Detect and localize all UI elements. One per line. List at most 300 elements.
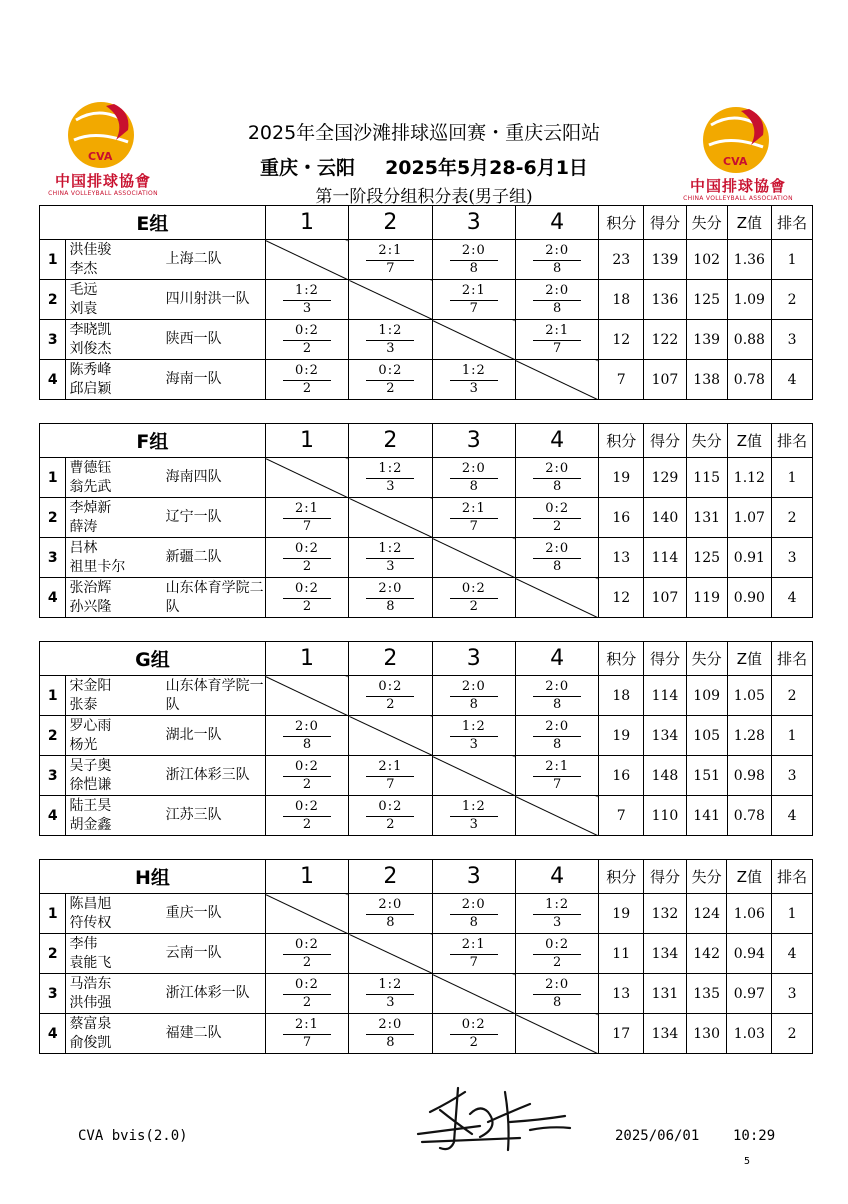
row-index: 3 bbox=[40, 538, 66, 578]
self-match-cell bbox=[265, 894, 348, 934]
self-match-cell bbox=[432, 756, 515, 796]
match-points: 3 bbox=[386, 994, 395, 1010]
match-result: 0:2 bbox=[283, 759, 331, 777]
table-row bbox=[40, 796, 813, 836]
player-2: 薛涛 bbox=[69, 518, 98, 535]
match-score-cell bbox=[349, 360, 432, 400]
player-names bbox=[66, 894, 166, 934]
match-score-cell bbox=[432, 458, 515, 498]
row-index: 1 bbox=[40, 240, 66, 280]
stat-points: 23 bbox=[599, 240, 644, 280]
stat-z: 1.09 bbox=[727, 280, 772, 320]
stat-scored: 107 bbox=[644, 578, 687, 618]
stat-lost: 139 bbox=[686, 320, 727, 360]
stat-lost: 130 bbox=[686, 1014, 727, 1054]
match-result: 2:0 bbox=[366, 1017, 414, 1035]
self-match-cell bbox=[349, 716, 432, 756]
table-row bbox=[40, 280, 813, 320]
row-index: 3 bbox=[40, 974, 66, 1014]
match-points: 2 bbox=[386, 696, 395, 712]
match-score-cell bbox=[265, 1014, 348, 1054]
stat-points: 18 bbox=[599, 280, 644, 320]
match-score-cell bbox=[265, 538, 348, 578]
match-result: 2:0 bbox=[283, 719, 331, 737]
stat-rank: 1 bbox=[772, 458, 813, 498]
player-2: 刘俊杰 bbox=[69, 340, 112, 357]
opponent-column-header: 1 bbox=[265, 424, 348, 458]
match-result: 1:2 bbox=[283, 283, 331, 301]
stat-points: 7 bbox=[599, 360, 644, 400]
player-names bbox=[66, 458, 166, 498]
match-result: 2:0 bbox=[366, 581, 414, 599]
table-header-row bbox=[40, 424, 813, 458]
self-match-cell bbox=[432, 320, 515, 360]
table-row bbox=[40, 934, 813, 974]
table-row bbox=[40, 756, 813, 796]
opponent-column-header: 1 bbox=[265, 642, 348, 676]
group-table bbox=[39, 641, 813, 836]
stat-points: 11 bbox=[599, 934, 644, 974]
row-index: 2 bbox=[40, 280, 66, 320]
match-result: 2:0 bbox=[533, 679, 581, 697]
stat-column-header: 积分 bbox=[599, 860, 644, 894]
match-score-cell bbox=[265, 360, 348, 400]
match-result: 0:2 bbox=[283, 323, 331, 341]
match-score-cell bbox=[349, 538, 432, 578]
stat-z: 1.03 bbox=[727, 1014, 772, 1054]
match-result: 2:0 bbox=[533, 243, 581, 261]
stat-rank: 2 bbox=[772, 498, 813, 538]
match-score-cell bbox=[515, 538, 598, 578]
player-names bbox=[66, 934, 166, 974]
player-1: 李伟 bbox=[69, 935, 98, 952]
table-row bbox=[40, 974, 813, 1014]
match-score-cell bbox=[515, 320, 598, 360]
stat-column-header: 得分 bbox=[644, 642, 687, 676]
self-match-cell bbox=[432, 538, 515, 578]
player-2: 刘袁 bbox=[69, 300, 98, 317]
team-name: 福建二队 bbox=[166, 1014, 266, 1054]
opponent-column-header: 4 bbox=[515, 424, 598, 458]
stat-lost: 151 bbox=[686, 756, 727, 796]
team-name: 湖北一队 bbox=[166, 716, 266, 756]
match-points: 2 bbox=[302, 954, 312, 970]
match-points: 8 bbox=[553, 300, 562, 316]
match-score-cell bbox=[515, 974, 598, 1014]
match-points: 2 bbox=[469, 598, 478, 614]
stat-rank: 1 bbox=[772, 716, 813, 756]
match-result: 0:2 bbox=[283, 581, 331, 599]
team-name: 浙江体彩一队 bbox=[166, 974, 266, 1014]
match-points: 8 bbox=[553, 696, 562, 712]
player-1: 陈秀峰 bbox=[69, 361, 112, 378]
match-score-cell bbox=[432, 240, 515, 280]
match-score-cell bbox=[432, 716, 515, 756]
row-index: 4 bbox=[40, 1014, 66, 1054]
opponent-column-header: 3 bbox=[432, 860, 515, 894]
player-names bbox=[66, 240, 166, 280]
svg-text:CVA: CVA bbox=[88, 150, 113, 163]
match-score-cell bbox=[432, 578, 515, 618]
match-score-cell bbox=[432, 796, 515, 836]
table-header-row bbox=[40, 206, 813, 240]
match-result: 0:2 bbox=[450, 1017, 498, 1035]
stat-scored: 136 bbox=[644, 280, 687, 320]
match-points: 2 bbox=[302, 776, 312, 792]
stat-points: 12 bbox=[599, 320, 644, 360]
match-score-cell bbox=[265, 498, 348, 538]
stat-rank: 2 bbox=[772, 280, 813, 320]
match-result: 1:2 bbox=[450, 363, 498, 381]
match-result: 1:2 bbox=[366, 461, 414, 479]
svg-text:CVA: CVA bbox=[723, 155, 748, 168]
opponent-column-header: 1 bbox=[265, 206, 348, 240]
stat-lost: 124 bbox=[686, 894, 727, 934]
match-points: 2 bbox=[553, 518, 562, 534]
stat-z: 0.97 bbox=[727, 974, 772, 1014]
stat-points: 18 bbox=[599, 676, 644, 716]
team-name: 四川射洪一队 bbox=[166, 280, 266, 320]
player-names bbox=[66, 498, 166, 538]
match-points: 8 bbox=[469, 260, 478, 276]
player-1: 蔡富泉 bbox=[69, 1015, 112, 1032]
self-match-cell bbox=[265, 458, 348, 498]
stat-points: 19 bbox=[599, 458, 644, 498]
page-title: 2025年全国沙滩排球巡回赛・重庆云阳站 bbox=[247, 122, 601, 144]
stat-z: 0.94 bbox=[727, 934, 772, 974]
match-points: 7 bbox=[386, 260, 395, 276]
stat-column-header: 排名 bbox=[772, 206, 813, 240]
self-match-cell bbox=[515, 796, 598, 836]
match-result: 2:0 bbox=[533, 719, 581, 737]
team-name: 海南四队 bbox=[166, 458, 266, 498]
match-points: 2 bbox=[302, 994, 312, 1010]
self-match-cell bbox=[515, 360, 598, 400]
match-result: 2:0 bbox=[450, 461, 498, 479]
page-number: 5 bbox=[744, 1156, 751, 1167]
stat-column-header: 得分 bbox=[644, 424, 687, 458]
match-points: 7 bbox=[469, 954, 478, 970]
match-result: 2:0 bbox=[450, 679, 498, 697]
footer-version: CVA bvis(2.0) bbox=[78, 1128, 188, 1144]
match-score-cell bbox=[432, 676, 515, 716]
match-score-cell bbox=[432, 934, 515, 974]
page-subtitle: 第一阶段分组积分表(男子组) bbox=[315, 187, 533, 207]
opponent-column-header: 4 bbox=[515, 860, 598, 894]
team-name: 山东体育学院二队 bbox=[166, 578, 266, 618]
match-result: 2:1 bbox=[283, 1017, 331, 1035]
match-score-cell bbox=[515, 756, 598, 796]
match-result: 2:0 bbox=[450, 243, 498, 261]
group-name: F组 bbox=[40, 424, 266, 458]
player-2: 张泰 bbox=[69, 696, 98, 713]
group-table bbox=[39, 423, 813, 618]
stat-lost: 131 bbox=[686, 498, 727, 538]
player-names bbox=[66, 1014, 166, 1054]
opponent-column-header: 4 bbox=[515, 642, 598, 676]
match-score-cell bbox=[265, 974, 348, 1014]
stat-z: 1.36 bbox=[727, 240, 772, 280]
row-index: 3 bbox=[40, 756, 66, 796]
match-points: 2 bbox=[302, 380, 312, 396]
stat-rank: 1 bbox=[772, 240, 813, 280]
self-match-cell bbox=[432, 974, 515, 1014]
match-score-cell bbox=[349, 578, 432, 618]
match-score-cell bbox=[349, 756, 432, 796]
match-score-cell bbox=[349, 676, 432, 716]
match-points: 8 bbox=[553, 736, 562, 752]
team-name: 海南一队 bbox=[166, 360, 266, 400]
group-table bbox=[39, 859, 813, 1054]
team-name: 山东体育学院一队 bbox=[166, 676, 266, 716]
table-row bbox=[40, 360, 813, 400]
player-1: 马浩东 bbox=[69, 975, 112, 992]
player-1: 吕林 bbox=[69, 539, 98, 556]
team-name: 重庆一队 bbox=[166, 894, 266, 934]
signature-image bbox=[410, 1082, 580, 1157]
stat-column-header: 失分 bbox=[686, 424, 727, 458]
match-points: 8 bbox=[386, 598, 395, 614]
stat-column-header: 排名 bbox=[772, 642, 813, 676]
match-result: 2:0 bbox=[533, 283, 581, 301]
match-score-cell bbox=[349, 240, 432, 280]
self-match-cell bbox=[515, 578, 598, 618]
match-result: 0:2 bbox=[283, 937, 331, 955]
stat-rank: 3 bbox=[772, 974, 813, 1014]
stat-z: 1.06 bbox=[727, 894, 772, 934]
match-result: 2:1 bbox=[366, 243, 414, 261]
row-index: 1 bbox=[40, 894, 66, 934]
row-index: 2 bbox=[40, 716, 66, 756]
stat-lost: 105 bbox=[686, 716, 727, 756]
stat-lost: 142 bbox=[686, 934, 727, 974]
opponent-column-header: 3 bbox=[432, 424, 515, 458]
row-index: 2 bbox=[40, 498, 66, 538]
player-names bbox=[66, 796, 166, 836]
match-points: 2 bbox=[386, 380, 395, 396]
match-score-cell bbox=[265, 934, 348, 974]
row-index: 3 bbox=[40, 320, 66, 360]
opponent-column-header: 4 bbox=[515, 206, 598, 240]
match-result: 0:2 bbox=[533, 937, 581, 955]
stat-scored: 131 bbox=[644, 974, 687, 1014]
footer-time: 10:29 bbox=[733, 1128, 776, 1144]
match-points: 2 bbox=[553, 954, 562, 970]
team-name: 上海二队 bbox=[166, 240, 266, 280]
match-score-cell bbox=[349, 894, 432, 934]
stat-scored: 107 bbox=[644, 360, 687, 400]
stat-lost: 109 bbox=[686, 676, 727, 716]
stat-lost: 135 bbox=[686, 974, 727, 1014]
table-row bbox=[40, 458, 813, 498]
opponent-column-header: 3 bbox=[432, 206, 515, 240]
match-points: 3 bbox=[386, 340, 395, 356]
cva-logo-left bbox=[48, 100, 158, 195]
stat-column-header: 积分 bbox=[599, 424, 644, 458]
stat-column-header: Z值 bbox=[727, 642, 772, 676]
table-row bbox=[40, 716, 813, 756]
stat-rank: 4 bbox=[772, 360, 813, 400]
match-points: 8 bbox=[553, 260, 562, 276]
match-points: 8 bbox=[469, 914, 478, 930]
player-1: 吴子奥 bbox=[69, 757, 112, 774]
stat-z: 0.78 bbox=[727, 796, 772, 836]
table-row bbox=[40, 498, 813, 538]
location: 重庆・云阳 bbox=[260, 157, 356, 179]
row-index: 2 bbox=[40, 934, 66, 974]
match-result: 1:2 bbox=[366, 977, 414, 995]
opponent-column-header: 1 bbox=[265, 860, 348, 894]
table-row bbox=[40, 240, 813, 280]
table-row bbox=[40, 538, 813, 578]
stat-z: 1.07 bbox=[727, 498, 772, 538]
match-result: 0:2 bbox=[366, 799, 414, 817]
stat-rank: 3 bbox=[772, 538, 813, 578]
stat-points: 17 bbox=[599, 1014, 644, 1054]
stat-z: 0.78 bbox=[727, 360, 772, 400]
match-points: 8 bbox=[553, 558, 562, 574]
player-1: 陆王昊 bbox=[69, 797, 112, 814]
match-score-cell bbox=[515, 934, 598, 974]
match-score-cell bbox=[349, 1014, 432, 1054]
table-header-row bbox=[40, 642, 813, 676]
match-score-cell bbox=[515, 676, 598, 716]
team-name: 江苏三队 bbox=[166, 796, 266, 836]
match-points: 7 bbox=[553, 340, 562, 356]
player-names bbox=[66, 280, 166, 320]
match-result: 2:0 bbox=[366, 897, 414, 915]
match-result: 0:2 bbox=[450, 581, 498, 599]
match-result: 2:1 bbox=[366, 759, 414, 777]
match-score-cell bbox=[515, 458, 598, 498]
player-names bbox=[66, 360, 166, 400]
match-points: 7 bbox=[553, 776, 562, 792]
stat-rank: 2 bbox=[772, 676, 813, 716]
match-score-cell bbox=[515, 498, 598, 538]
match-points: 3 bbox=[302, 300, 312, 316]
stat-z: 0.98 bbox=[727, 756, 772, 796]
stat-points: 13 bbox=[599, 538, 644, 578]
match-result: 1:2 bbox=[533, 897, 581, 915]
stat-lost: 102 bbox=[686, 240, 727, 280]
match-score-cell bbox=[265, 320, 348, 360]
player-1: 罗心雨 bbox=[69, 717, 112, 734]
stat-column-header: 失分 bbox=[686, 642, 727, 676]
opponent-column-header: 3 bbox=[432, 642, 515, 676]
match-score-cell bbox=[349, 796, 432, 836]
stat-z: 0.88 bbox=[727, 320, 772, 360]
match-result: 0:2 bbox=[366, 363, 414, 381]
stat-scored: 140 bbox=[644, 498, 687, 538]
match-result: 2:1 bbox=[450, 937, 498, 955]
team-name: 浙江体彩三队 bbox=[166, 756, 266, 796]
logo-cn-text: 中国排球協會 bbox=[689, 177, 786, 195]
self-match-cell bbox=[515, 1014, 598, 1054]
opponent-column-header: 2 bbox=[349, 424, 432, 458]
stat-scored: 134 bbox=[644, 716, 687, 756]
match-result: 2:1 bbox=[450, 283, 498, 301]
stat-scored: 122 bbox=[644, 320, 687, 360]
match-score-cell bbox=[432, 894, 515, 934]
player-1: 陈昌旭 bbox=[69, 895, 112, 912]
logo-cn-text: 中国排球協會 bbox=[54, 172, 151, 190]
player-1: 李晓凯 bbox=[69, 321, 112, 338]
match-result: 2:1 bbox=[450, 501, 498, 519]
stat-z: 0.91 bbox=[727, 538, 772, 578]
player-2: 胡金鑫 bbox=[69, 816, 112, 833]
match-score-cell bbox=[432, 360, 515, 400]
match-result: 1:2 bbox=[366, 323, 414, 341]
match-points: 3 bbox=[469, 816, 478, 832]
match-result: 0:2 bbox=[533, 501, 581, 519]
self-match-cell bbox=[349, 280, 432, 320]
table-row bbox=[40, 320, 813, 360]
table-row bbox=[40, 1014, 813, 1054]
player-2: 翁先武 bbox=[69, 478, 112, 495]
stat-rank: 4 bbox=[772, 796, 813, 836]
match-points: 2 bbox=[302, 816, 312, 832]
stat-lost: 119 bbox=[686, 578, 727, 618]
table-row bbox=[40, 578, 813, 618]
match-result: 2:1 bbox=[533, 759, 581, 777]
player-1: 曹德钰 bbox=[69, 459, 112, 476]
player-2: 祖里卡尔 bbox=[69, 558, 126, 575]
match-result: 2:1 bbox=[283, 501, 331, 519]
match-result: 0:2 bbox=[283, 541, 331, 559]
self-match-cell bbox=[349, 498, 432, 538]
stat-points: 16 bbox=[599, 756, 644, 796]
stat-column-header: 排名 bbox=[772, 424, 813, 458]
opponent-column-header: 2 bbox=[349, 642, 432, 676]
row-index: 4 bbox=[40, 796, 66, 836]
row-index: 1 bbox=[40, 676, 66, 716]
team-name: 云南一队 bbox=[166, 934, 266, 974]
stat-scored: 110 bbox=[644, 796, 687, 836]
match-result: 2:0 bbox=[533, 541, 581, 559]
stat-points: 7 bbox=[599, 796, 644, 836]
match-points: 7 bbox=[386, 776, 395, 792]
stat-z: 1.28 bbox=[727, 716, 772, 756]
match-result: 1:2 bbox=[450, 719, 498, 737]
stat-points: 12 bbox=[599, 578, 644, 618]
match-score-cell bbox=[432, 498, 515, 538]
stat-lost: 115 bbox=[686, 458, 727, 498]
match-points: 3 bbox=[553, 914, 562, 930]
logo-en-text: CHINA VOLLEYBALL ASSOCIATION bbox=[683, 195, 793, 202]
match-result: 0:2 bbox=[283, 363, 331, 381]
match-points: 3 bbox=[386, 558, 395, 574]
stat-rank: 1 bbox=[772, 894, 813, 934]
match-points: 8 bbox=[553, 994, 562, 1010]
stat-lost: 138 bbox=[686, 360, 727, 400]
team-name: 陕西一队 bbox=[166, 320, 266, 360]
player-1: 洪佳骏 bbox=[69, 241, 112, 258]
table-row bbox=[40, 894, 813, 934]
stat-column-header: Z值 bbox=[727, 860, 772, 894]
player-2: 孙兴隆 bbox=[69, 598, 112, 615]
player-names bbox=[66, 974, 166, 1014]
player-names bbox=[66, 578, 166, 618]
player-1: 毛远 bbox=[69, 281, 98, 298]
match-points: 3 bbox=[386, 478, 395, 494]
location-date-line bbox=[0, 153, 848, 180]
team-name: 辽宁一队 bbox=[166, 498, 266, 538]
match-score-cell bbox=[432, 1014, 515, 1054]
stat-lost: 125 bbox=[686, 280, 727, 320]
opponent-column-header: 2 bbox=[349, 860, 432, 894]
match-result: 2:0 bbox=[450, 897, 498, 915]
stat-column-header: 得分 bbox=[644, 860, 687, 894]
